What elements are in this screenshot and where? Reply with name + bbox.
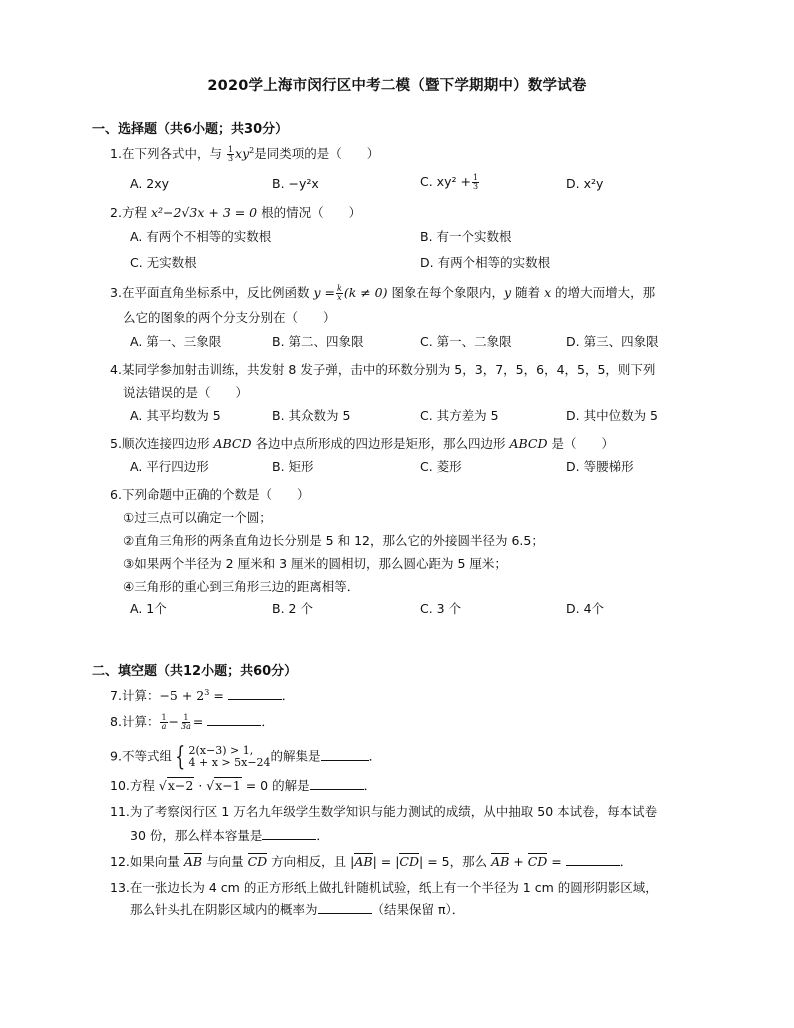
question-11-line2: 30 份，那么样本容量是 ． (130, 828, 329, 843)
question-5: 5.顺次连接四边形 ABCD 各边中点所形成的四边形是矩形，那么四边形 ABCD 是（ ） (110, 436, 614, 451)
q5-option-b: B. 矩形 (272, 459, 314, 474)
question-11: 11.为了考察闵行区 1 万名九年级学生数学知识与能力测试的成绩，从中抽取 50 本试卷，每本试卷 (110, 804, 658, 819)
fraction: $\frac{1}{3}$ (227, 145, 234, 163)
q5-option-a: A. 平行四边形 (130, 459, 209, 474)
answer-blank[interactable] (262, 829, 316, 840)
answer-blank[interactable] (321, 750, 369, 761)
page-title: 2020学上海市闵行区中考二模（暨下学期期中）数学试卷 (207, 78, 587, 94)
q3-option-d: D. 第三、四象限 (566, 334, 659, 349)
question-13: 13.在一张边长为 4 cm 的正方形纸上做扎针随机试验，纸上有一个半径为 1 cm 的圆形阴影区域， (110, 880, 658, 895)
question-12: 12.如果向量 AB 与向量 CD 方向相反，且 |AB| = |CD| = 5，那么 AB + CD = ． (110, 854, 633, 869)
question-number: 1. (110, 146, 122, 161)
q4-option-d: D. 其中位数为 5 (566, 408, 658, 423)
question-3-line2: 么它的图象的两个分支分别在（ ） (123, 310, 336, 325)
question-text: 在下列各式中，与 (121, 146, 222, 161)
q1-option-a: A. 2xy (130, 176, 170, 191)
q6-option-a: A. 1个 (130, 601, 167, 616)
question-13-line2: 那么针头扎在阴影区域内的概率为 （结果保留 π）． (130, 902, 465, 917)
question-4: 4.某同学参加射击训练，共发射 8 发子弹，击中的环数分别为 5，3，7，5，6，4，5，5，则下列 (110, 362, 656, 377)
q4-option-c: C. 其方差为 5 (420, 408, 499, 423)
question-3: 3.在平面直角坐标系中，反比例函数 y = $\frac{k}{x}$ (k ≠ 0) 图象在每个象限内，y 随着 x 的增大而增大，那 (110, 284, 656, 302)
q6-statement-4: ④三角形的重心到三角形三边的距离相等． (123, 579, 360, 594)
question-4-line2: 说法错误的是（ ） (123, 385, 249, 400)
q4-option-a: A. 其平均数为 5 (130, 408, 221, 423)
answer-blank[interactable] (207, 715, 261, 726)
question-9: 9.不等式组 { 2(x−3) > 1, 4 + x > 5x−24 的解集是 ． (110, 742, 382, 772)
q2-option-a: A. 有两个不相等的实数根 (130, 229, 272, 244)
q2-option-c: C. 无实数根 (130, 255, 197, 270)
q6-statement-2: ②直角三角形的两条直角边长分别是 5 和 12，那么它的外接圆半径为 6.5； (123, 533, 544, 548)
q3-option-a: A. 第一、三象限 (130, 334, 222, 349)
answer-blank[interactable] (318, 903, 372, 914)
section-heading-fill: 二、填空题（共12小题；共60分） (92, 664, 298, 679)
answer-blank[interactable] (310, 779, 364, 790)
q6-statement-3: ③如果两个半径为 2 厘米和 3 厘米的圆相切，那么圆心距为 5 厘米； (123, 556, 507, 571)
q6-statement-1: ①过三点可以确定一个圆； (123, 510, 272, 525)
q4-option-b: B. 其众数为 5 (272, 408, 351, 423)
q3-option-c: C. 第一、二象限 (420, 334, 512, 349)
question-6: 6.下列命题中正确的个数是（ ） (110, 487, 310, 502)
q5-option-d: D. 等腰梯形 (566, 459, 634, 474)
q3-option-b: B. 第二、四象限 (272, 334, 364, 349)
q1-option-c: C. xy² + $\frac{1}{3}$ (420, 173, 479, 191)
question-2: 2.方程 x²−2√3x + 3 = 0 根的情况（ ） (110, 205, 362, 220)
question-7: 7.计算：$-5 + 2^3$ = ． (110, 687, 295, 703)
q1-option-d: D. x²y (566, 176, 604, 191)
q5-option-c: C. 菱形 (420, 459, 462, 474)
section-heading-choice: 一、选择题（共6小题；共30分） (92, 122, 289, 137)
answer-blank[interactable] (566, 855, 620, 866)
q2-option-b: B. 有一个实数根 (420, 229, 512, 244)
q1-option-b: B. −y²x (272, 176, 319, 191)
q2-option-d: D. 有两个相等的实数根 (420, 255, 551, 270)
question-10: 10.方程 √x−2 · √x−1 = 0 的解是 ． (110, 778, 377, 793)
q6-option-d: D. 4个 (566, 601, 605, 616)
question-8: 8.计算： $\frac{1}{a}$ − $\frac{1}{3a}$ = ． (110, 713, 274, 731)
answer-blank[interactable] (228, 689, 282, 700)
q6-option-c: C. 3 个 (420, 601, 462, 616)
q6-option-b: B. 2 个 (272, 601, 313, 616)
question-1: 1.在下列各式中，与 $\frac{1}{3}$ $xy^2$是同类项的是（ ） (110, 145, 380, 163)
